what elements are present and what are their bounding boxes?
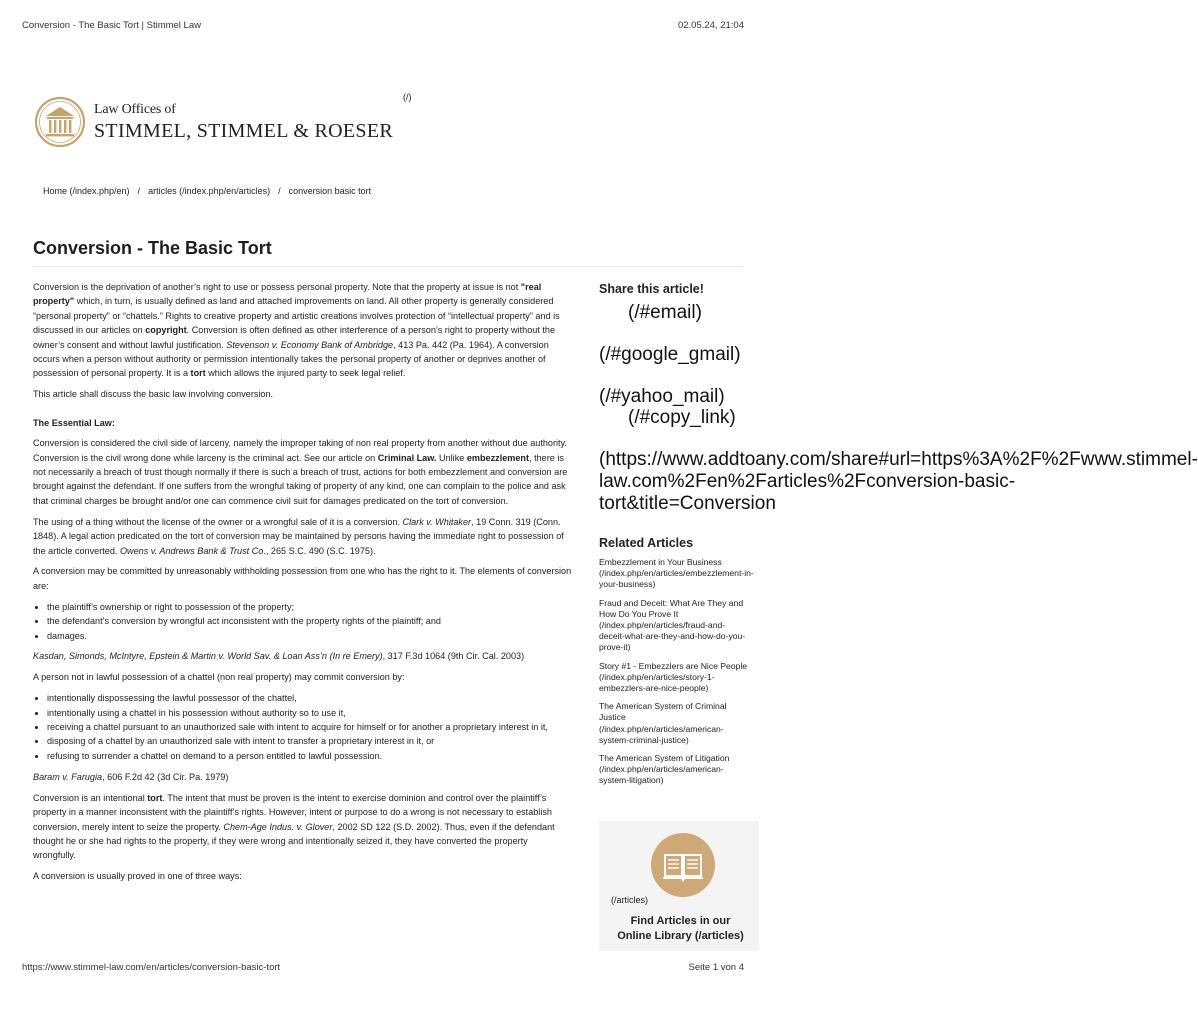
library-link[interactable]: (/articles) <box>611 895 649 905</box>
share-email-link[interactable]: (/#email) <box>628 302 702 323</box>
paragraph-elements: A conversion may be committed by unreasonably withholding possession from one who has the right to it. The elements of conversion are: <box>33 566 572 591</box>
list-item: • damages. <box>47 629 573 643</box>
library-card[interactable] <box>599 821 759 951</box>
share-addtoany-link-cont[interactable]: law.com%2Fen%2Farticles%2Fconversion-basic- <box>599 471 1016 492</box>
elements-list <box>33 600 573 643</box>
share-addtoany-link[interactable]: (https://www.addtoany.com/share#url=https%3A%2F%2Fwww.stimmel- <box>599 449 1198 470</box>
case-citation: Chem-Age Indus. v. Glover <box>223 821 333 832</box>
page-title: Conversion - The Basic Tort <box>33 238 272 258</box>
case-citation: Stevenson v. Economy Bank of Ambridge <box>226 339 394 350</box>
library-icon-circle <box>651 833 715 897</box>
related-article-link[interactable]: The American System of Litigation (/index.php/en/articles/american- system-litigation) <box>599 753 730 786</box>
breadcrumb-home[interactable]: Home (/index.php/en) <box>43 186 130 196</box>
section-heading: The Essential Law: <box>33 417 115 428</box>
share-gmail-link[interactable]: (/#google_gmail) <box>599 344 741 365</box>
paragraph-proof: A conversion is usually proved in one of three ways: <box>33 871 242 882</box>
open-book-icon <box>651 833 715 897</box>
share-copy-link[interactable]: (/#copy_link) <box>628 407 736 428</box>
breadcrumb-articles[interactable]: articles (/index.php/en/articles) <box>148 186 271 196</box>
case-citation-line: Kasdan, Simonds, McIntyre, Epstein & Martin v. World Sav. & Loan Ass’n (In re Emery), 317 F.3d 1064 (9th Cir. Cal. 2003) <box>33 651 525 662</box>
share-yahoo-link[interactable]: (/#yahoo_mail) <box>599 386 725 407</box>
breadcrumb-separator: / <box>137 186 141 196</box>
firm-logo[interactable] <box>34 96 393 148</box>
print-header-title: Conversion - The Basic Tort | Stimmel Law <box>22 20 201 31</box>
print-footer-url: https://www.stimmel-law.com/en/articles/conversion-basic-tort <box>22 962 281 973</box>
criminal-law-link[interactable]: Criminal Law. <box>377 452 437 463</box>
breadcrumb-current: conversion basic tort <box>288 186 372 196</box>
case-citation-line: Baram v. Farugia, 606 F.2d 42 (3d Cir. Pa. 1979) <box>33 771 229 782</box>
print-footer-page: Seite 1 von 4 <box>688 962 744 973</box>
list-item: • receiving a chattel pursuant to an unauthorized sale with intent to acquire for himself or for another a proprietary interest in it, <box>47 720 573 734</box>
print-header-datetime: 02.05.24, 21:04 <box>677 20 744 31</box>
paragraph-intro: Conversion is the deprivation of another’s right to use or possess personal property. Note that the property at issue is not "real property" which, in turn, is usually defined as land and attached improvements on land. All other property is generally considered “personal property” or “chattels.” Rights to creative property and artistic creations involves protection of “intellectual property” and is discussed in our articles on copyright. Conversion is often defined as other interference of a person’s right to property without the owner’s consent and without lawful justification. Stevenson v. Economy Bank of Ambridge, 413 Pa. 442 (Pa. 1964). A conversion occurs when a person without authority or permission intentionally takes the personal property of another or deprives another of possession of personal property. It is a tort which allows the injured party to seek legal relief. <box>33 282 560 379</box>
breadcrumb-separator: / <box>278 186 281 196</box>
paragraph-chattel: A person not in lawful possession of a chattel (non real property) may commit conversion by: <box>33 672 405 683</box>
copyright-link[interactable]: copyright <box>145 325 187 336</box>
list-item: • intentionally using a chattel in his possession without authority so to use it, <box>47 706 573 720</box>
related-article-link[interactable]: Fraud and Deceit: What Are They and How Do You Prove It (/index.php/en/articles/fraud-and- deceit-what-are-they-and-how-do-you- prove-it) <box>599 597 746 653</box>
list-item: • the plaintiff’s ownership or right to possession of the property; <box>47 600 573 614</box>
sidebar <box>599 282 1198 794</box>
embezzlement-link[interactable]: embezzlement <box>466 452 530 463</box>
paragraph-larceny: Conversion is considered the civil side of larceny, namely the improper taking of non real property from another without due authority. Conversion is the civil wrong done while larceny is the criminal act. See our article on Criminal Law. Unlike embezzlement, there is not necessarily a breach of trust though normally if there is such a breach of trust, actions for both embezzlement and conversion are brought against the defendant. If one suffers from the wrongful taking of property of any kind, one can complain to the police and ask that criminal charges be brought and/or one can commence civil suit for damages predicated on the tort of conversion. <box>33 438 568 506</box>
list-item: • intentionally dispossessing the lawful possessor of the chattel, <box>47 691 573 705</box>
print-header <box>22 20 744 31</box>
paragraph-using: The using of a thing without the license of the owner or a wrongful sale of it is a conversion. Clark v. Whitaker, 19 Conn. 319 (Conn. 1848). A legal action predicated on the tort of conversion may be maintained by persons having the immediate right to possession of the article converted. Owens v. Andrews Bank & Trust Co., 265 S.C. 490 (S.C. 1975). <box>33 516 564 556</box>
article-body <box>33 280 573 890</box>
share-addtoany-link-cont[interactable]: tort&title=Conversion <box>599 493 776 514</box>
print-footer <box>22 962 744 973</box>
conversion-methods-list <box>33 691 573 763</box>
case-citation: Owens v. Andrews Bank & Trust Co <box>119 545 264 556</box>
home-link[interactable]: (/) <box>403 92 412 102</box>
list-item: • refusing to surrender a chattel on demand to a person entitled to lawful possession. <box>47 749 573 763</box>
list-item: • the defendant’s conversion by wrongful act inconsistent with the property rights of the plaintiff; and <box>47 614 573 628</box>
columns-building-icon <box>34 96 86 148</box>
library-title[interactable]: Find Articles in our Online Library (/articles) <box>617 915 744 942</box>
logo-line-1: Law Offices of <box>94 101 176 117</box>
tort-link[interactable]: tort <box>190 368 206 379</box>
related-article-link[interactable]: Story #1 - Embezzlers are Nice People (/index.php/en/articles/story-1- embezzlers-are-nice-people) <box>599 660 748 694</box>
share-title: Share this article! <box>599 282 704 296</box>
tort-link[interactable]: tort <box>147 792 163 803</box>
title-divider <box>33 266 743 267</box>
logo-line-2: STIMMEL, STIMMEL & ROESER <box>94 119 393 142</box>
case-citation: Clark v. Whitaker <box>402 516 472 527</box>
paragraph-intent: Conversion is an intentional tort. The intent that must be proven is the intent to exercise dominion and control over the plaintiff’s property in a manner inconsistent with the plaintiff’s rights. However, intent or purpose to do a wrong is not necessary to establish conversion, merely intent to seize the property. Chem-Age Indus. v. Glover, 2002 SD 122 (S.D. 2002). Thus, even if the defendant thought he or she had rights to the property, if they were wrong and intentionally seized it, they have converted the property wrongfully. <box>33 792 555 861</box>
related-article-link[interactable]: Embezzlement in Your Business (/index.php/en/articles/embezzlement-in- your-business) <box>599 557 754 590</box>
related-article-link[interactable]: The American System of Criminal Justice (/index.php/en/articles/american- system-criminal-justice) <box>599 701 727 745</box>
related-articles-title: Related Articles <box>599 536 694 550</box>
paragraph-scope: This article shall discuss the basic law involving conversion. <box>33 389 274 400</box>
list-item: • disposing of a chattel by an unauthorized sale with intent to transfer a proprietary interest in it, or <box>47 734 573 748</box>
real-property-link[interactable]: "real property" <box>33 282 542 307</box>
breadcrumb <box>43 186 371 196</box>
